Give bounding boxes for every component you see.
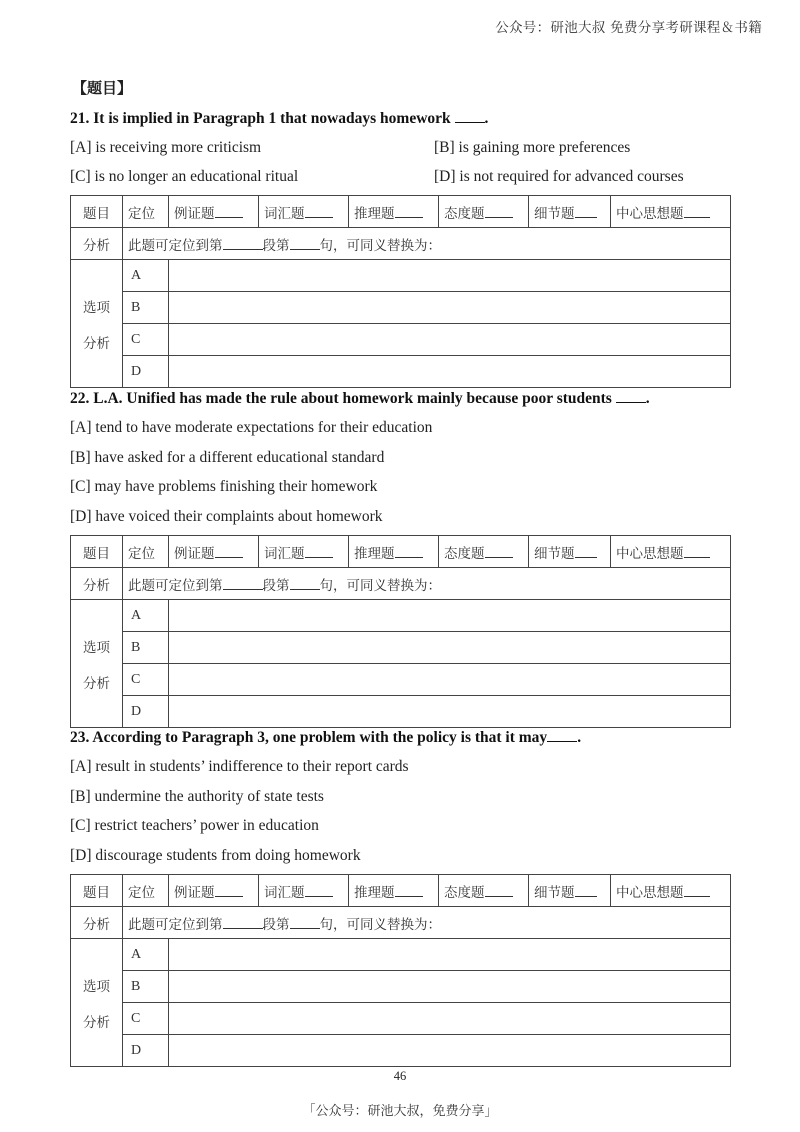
option-letter-d: D (123, 356, 169, 388)
analysis-table (70, 874, 731, 1067)
option-analysis-cell[interactable] (169, 292, 731, 324)
options-row (70, 166, 730, 195)
option-analysis-cell[interactable] (169, 939, 731, 971)
option-letter-b: B (123, 971, 169, 1003)
type-tuili: 推理题 (349, 196, 439, 228)
option-analysis-cell[interactable] (169, 696, 731, 728)
label-option-analysis: 选项 分析 (71, 939, 123, 1067)
label-timu: 题目 (71, 875, 123, 907)
type-dingwei: 定位 (123, 875, 169, 907)
analysis-table (70, 535, 731, 728)
option-letter-d: D (123, 1035, 169, 1067)
label-option-analysis: 选项 分析 (71, 600, 123, 728)
option-analysis-cell[interactable] (169, 664, 731, 696)
question-stem: 22. L.A. Unified has made the rule about homework mainly because poor students . (70, 390, 650, 407)
type-cihui: 词汇题 (259, 875, 349, 907)
question-stem: 21. It is implied in Paragraph 1 that nowadays homework . (70, 110, 489, 127)
type-lizheng: 例证题 (169, 875, 259, 907)
type-tuili: 推理题 (349, 875, 439, 907)
type-xijie: 细节题 (529, 875, 611, 907)
section-title: 【题目】 (72, 79, 133, 97)
question-block-22 (70, 388, 730, 728)
option-analysis-cell[interactable] (169, 324, 731, 356)
option-letter-a: A (123, 939, 169, 971)
locate-row: 此题可定位到第 段第 句，可同义替换为： (123, 228, 731, 260)
footer-note: 「公众号：研池大叔，免费分享」 (302, 1104, 498, 1119)
label-fenxi: 分析 (71, 568, 123, 600)
type-xijie: 细节题 (529, 536, 611, 568)
option-b: [B] undermine the authority of state tests (70, 787, 324, 805)
header-note: 公众号：研池大叔 免费分享考研课程＆书籍 (495, 20, 762, 36)
label-fenxi: 分析 (71, 228, 123, 260)
type-taidu: 态度题 (439, 196, 529, 228)
type-zhongxin: 中心思想题 (611, 875, 731, 907)
option-letter-d: D (123, 696, 169, 728)
option-letter-b: B (123, 632, 169, 664)
locate-row: 此题可定位到第 段第 句，可同义替换为： (123, 907, 731, 939)
option-c: [C] may have problems finishing their homework (70, 478, 378, 495)
type-taidu: 态度题 (439, 536, 529, 568)
type-cihui: 词汇题 (259, 536, 349, 568)
page-number: 46 (393, 1069, 407, 1083)
question-stem: 23. According to Paragraph 3, one problem with the policy is that it may . (70, 729, 582, 746)
locate-row: 此题可定位到第 段第 句，可同义替换为： (123, 568, 731, 600)
option-d: [D] have voiced their complaints about homework (70, 507, 383, 525)
type-zhongxin: 中心思想题 (611, 196, 731, 228)
option-analysis-cell[interactable] (169, 1003, 731, 1035)
option-letter-a: A (123, 260, 169, 292)
option-letter-c: C (123, 324, 169, 356)
type-dingwei: 定位 (123, 536, 169, 568)
option-analysis-cell[interactable] (169, 600, 731, 632)
option-a: [A] is receiving more criticism (70, 139, 262, 156)
type-dingwei: 定位 (123, 196, 169, 228)
option-a: [A] tend to have moderate expectations for their education (70, 419, 433, 436)
option-analysis-cell[interactable] (169, 632, 731, 664)
option-d: [D] discourage students from doing homework (70, 846, 361, 864)
label-fenxi: 分析 (71, 907, 123, 939)
option-c: [C] is no longer an educational ritual (70, 168, 299, 185)
option-analysis-cell[interactable] (169, 356, 731, 388)
option-a: [A] result in students’ indifference to their report cards (70, 758, 409, 775)
option-letter-c: C (123, 1003, 169, 1035)
type-xijie: 细节题 (529, 196, 611, 228)
type-cihui: 词汇题 (259, 196, 349, 228)
option-c: [C] restrict teachers’ power in education (70, 817, 319, 834)
label-timu: 题目 (71, 196, 123, 228)
label-option-analysis: 选项 分析 (71, 260, 123, 388)
type-taidu: 态度题 (439, 875, 529, 907)
question-block-23 (70, 727, 730, 1067)
options-row (70, 137, 730, 166)
label-timu: 题目 (71, 536, 123, 568)
option-analysis-cell[interactable] (169, 971, 731, 1003)
option-d: [D] is not required for advanced courses (434, 168, 684, 185)
question-block-21 (70, 108, 730, 388)
type-lizheng: 例证题 (169, 196, 259, 228)
option-letter-c: C (123, 664, 169, 696)
analysis-table (70, 195, 731, 388)
option-analysis-cell[interactable] (169, 1035, 731, 1067)
option-analysis-cell[interactable] (169, 260, 731, 292)
type-zhongxin: 中心思想题 (611, 536, 731, 568)
type-lizheng: 例证题 (169, 536, 259, 568)
option-b: [B] have asked for a different educational standard (70, 448, 385, 466)
option-letter-a: A (123, 600, 169, 632)
option-b: [B] is gaining more preferences (434, 139, 631, 156)
type-tuili: 推理题 (349, 536, 439, 568)
option-letter-b: B (123, 292, 169, 324)
